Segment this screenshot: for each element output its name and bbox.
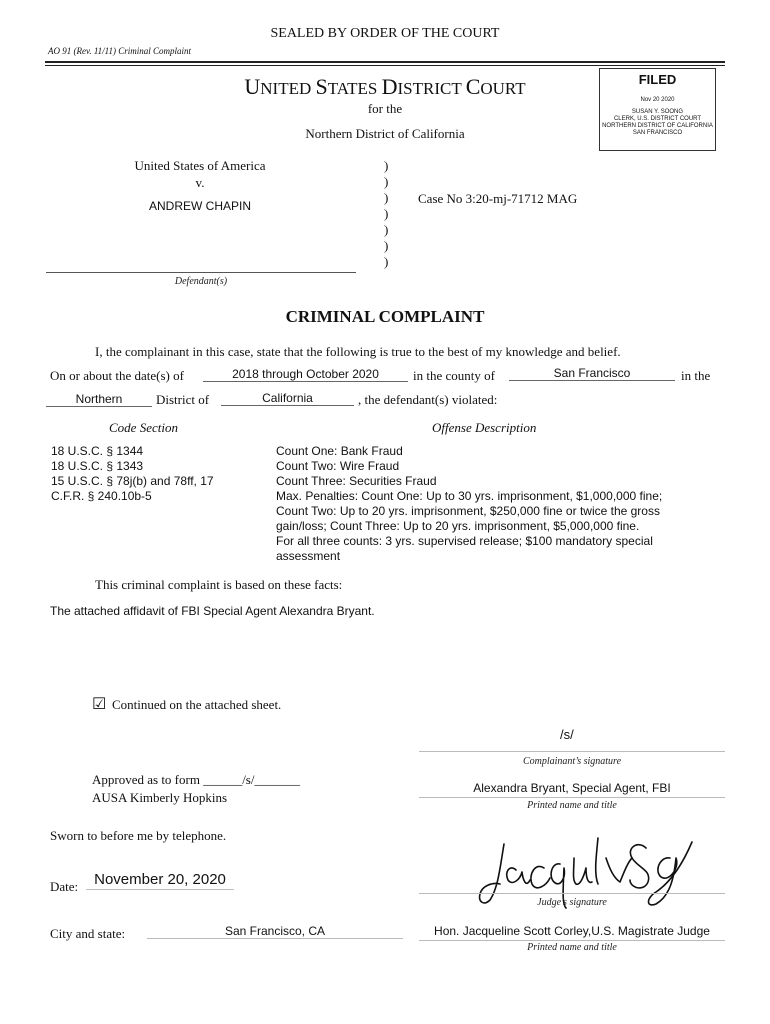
complainant-name: Alexandra Bryant, Special Agent, FBI [473,781,671,795]
header-rule-bottom [45,65,725,66]
judge-name: Hon. Jacqueline Scott Corley,U.S. Magistrate Judge [434,924,710,938]
offense-dates-field[interactable]: 2018 through October 2020 [203,367,408,382]
court-name: UNITED STATES DISTRICT COURT [244,74,526,99]
desc-line: Count Two: Wire Fraud [276,459,400,473]
county-field[interactable]: San Francisco [509,366,675,381]
complainant-signature-label: Complainant’s signature [522,756,622,767]
desc-line: gain/loss; Count Three: Up to 20 yrs. imprisonment, $5,000,000 fine. [276,519,640,533]
statement-intro: I, the complainant in this case, state that the following is true to the best of my knowledge and belief. [95,344,621,359]
offense-description-list [276,444,662,564]
code-line: 18 U.S.C. § 1344 [51,444,144,458]
in-the-label: in the [681,368,711,383]
code-line: 15 U.S.C. § 78j(b) and 78ff, 17 [51,474,214,488]
sealed-notice: SEALED BY ORDER OF THE COURT [270,26,500,41]
desc-line: assessment [276,549,341,563]
district-of-label: District of [156,392,210,407]
desc-line: Count Three: Securities Fraud [276,474,437,488]
facts-label: This criminal complaint is based on these facts: [95,577,343,592]
desc-line: Count Two: Up to 20 yrs. imprisonment, $250,000 fine or twice the gross [276,504,660,518]
violated-label: , the defendant(s) violated: [358,392,498,407]
date-field[interactable]: November 20, 2020 [86,871,234,890]
case-number: Case No 3:20-mj-71712 MAG [418,191,578,206]
code-line: 18 U.S.C. § 1343 [51,459,144,473]
filed-date: Nov 20 2020 [640,97,675,103]
header-rule-top [45,61,725,63]
date-label: Date: [50,879,79,894]
court-district: Northern District of California [305,126,465,141]
complainant-name-label: Printed name and title [527,800,617,811]
stamp-district: NORTHERN DISTRICT OF CALIFORNIA [602,123,713,129]
judge-signature-label: Judge’s signature [537,897,607,908]
filed-title: FILED [638,72,677,87]
clerk-title: CLERK, U.S. DISTRICT COURT [613,116,702,122]
offense-description-header: Offense Description [432,420,537,435]
stamp-city: SAN FRANCISCO [632,130,683,136]
city-state-field[interactable]: San Francisco, CA [147,924,403,939]
district-direction-field[interactable]: Northern [46,392,152,407]
judge-name-line [419,940,725,941]
statement-date-label: On or about the date(s) of [50,368,184,383]
county-label: in the county of [413,368,495,383]
approval-ausa: AUSA Kimberly Hopkins [92,790,228,805]
desc-line: Count One: Bank Fraud [276,444,403,458]
clerk-name: SUSAN Y. SOONG [631,109,684,115]
defendant-line [46,272,356,273]
code-section-header: Code Section [109,420,178,435]
city-state-label: City and state: [50,926,126,941]
approval-line: Approved as to form ______/s/_______ [92,772,300,787]
document-title: CRIMINAL COMPLAINT [285,307,485,326]
desc-line: For all three counts: 3 yrs. supervised release; $100 mandatory special [276,534,653,548]
continued-label: Continued on the attached sheet. [112,697,282,712]
defendant-label: Defendant(s) [174,276,228,287]
complainant-name-line [419,797,725,798]
complainant-signature: /s/ [560,727,574,742]
complainant-signature-line [419,751,725,752]
for-the: for the [367,101,403,116]
code-line: C.F.R. § 240.10b-5 [51,489,152,503]
defendant-name: ANDREW CHAPIN [148,199,251,213]
continued-checkbox[interactable]: ☑ [92,696,107,713]
judge-name-label: Printed name and title [527,942,617,953]
versus: v. [195,175,205,190]
facts-text: The attached affidavit of FBI Special Agent Alexandra Bryant. [50,604,375,618]
plaintiff: United States of America [134,158,266,173]
state-field[interactable]: California [221,391,354,406]
filed-stamp [599,68,716,151]
form-id: AO 91 (Rev. 11/11) Criminal Complaint [48,46,191,56]
sworn-statement: Sworn to before me by telephone. [50,828,227,843]
judge-signature-line [419,893,725,894]
caption-parens: ) ) ) ) ) ) ) [384,158,389,269]
code-section-list [51,444,214,504]
desc-line: Max. Penalties: Count One: Up to 30 yrs. imprisonment, $1,000,000 fine; [276,489,663,503]
